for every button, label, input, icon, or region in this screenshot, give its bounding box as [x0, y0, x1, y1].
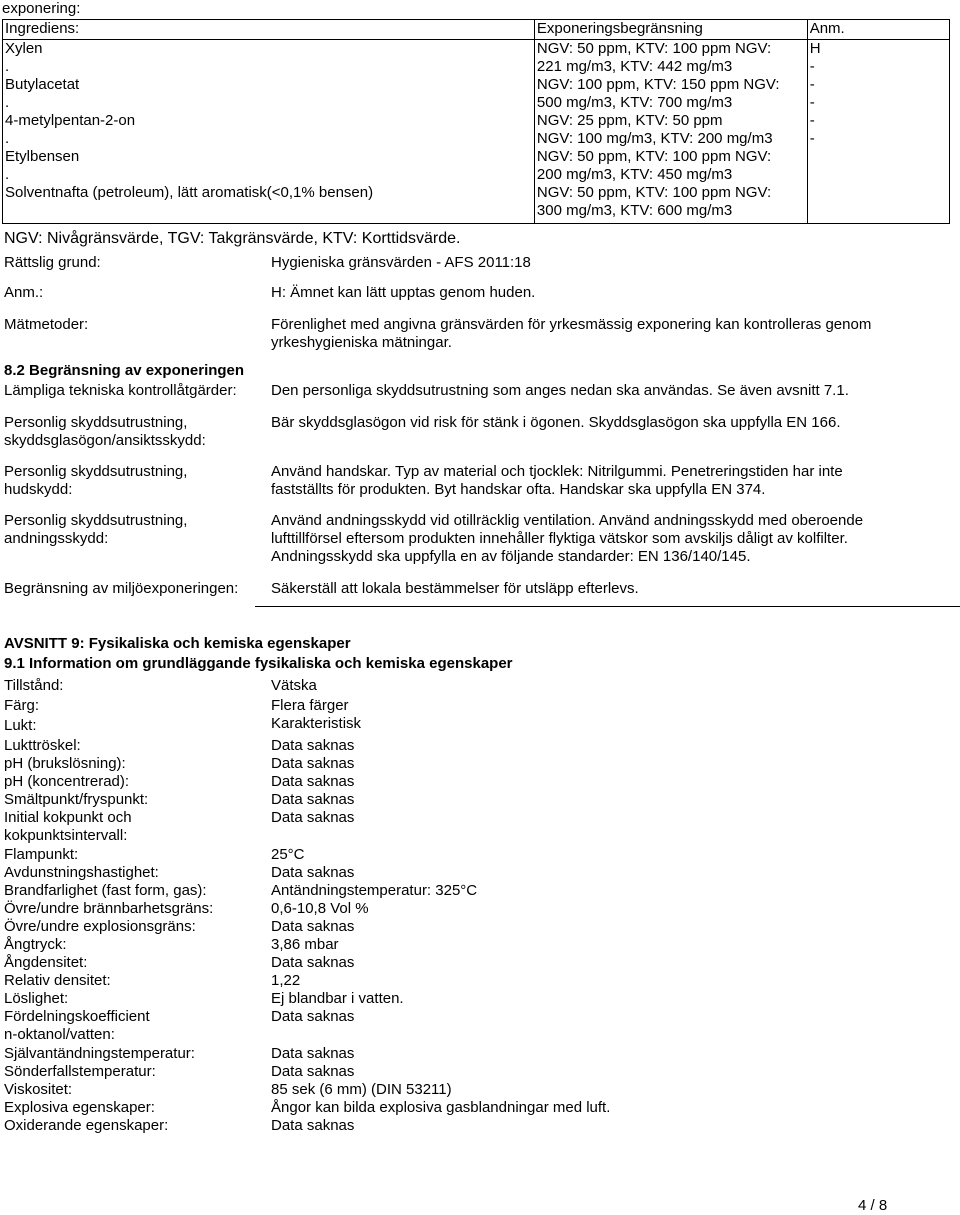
property-label: Flampunkt:: [4, 846, 79, 863]
respiratory-protection-label: Personlig skyddsutrustning,: [4, 512, 188, 529]
property-label: Brandfarlighet (fast form, gas):: [4, 882, 207, 899]
property-label: Fördelningskoefficient: [4, 1008, 150, 1025]
property-value: 85 sek (6 mm) (DIN 53211): [271, 1081, 452, 1098]
intro-text: exponering:: [2, 0, 81, 17]
property-label: Färg:: [4, 697, 40, 714]
limit-line: NGV: 50 ppm, KTV: 100 ppm NGV:: [536, 40, 772, 57]
limit-line: NGV: 50 ppm, KTV: 100 ppm NGV:: [536, 184, 772, 201]
property-label: Initial kokpunkt och: [4, 809, 132, 826]
property-value: 25°C: [271, 846, 305, 863]
ingredient-line: Xylen: [5, 40, 43, 57]
methods-value-line1: Förenlighet med angivna gränsvärden för yrkesmässig exponering kan kontrolleras genom: [271, 316, 872, 333]
property-value: Data saknas: [271, 755, 355, 772]
property-value: Data saknas: [271, 737, 355, 754]
table-header-row: [3, 20, 950, 40]
note-line: -: [809, 76, 815, 93]
property-label: Relativ densitet:: [4, 972, 111, 989]
anm-label: Anm.:: [4, 284, 44, 301]
property-value: Data saknas: [271, 1063, 355, 1080]
property-value: Data saknas: [271, 954, 355, 971]
respiratory-protection-value-3: Andningsskydd ska uppfylla en av följande standarder: EN 136/140/145.: [271, 548, 751, 565]
ingredient-line: .: [5, 130, 10, 147]
property-label: Ångtryck:: [4, 936, 67, 953]
ingredient-line: Solventnafta (petroleum), lätt aromatisk(<0,1% bensen): [5, 184, 374, 201]
skin-protection-label-2: hudskydd:: [4, 481, 73, 498]
property-value: Data saknas: [271, 918, 355, 935]
section-9-heading: AVSNITT 9: Fysikaliska och kemiska egenskaper: [4, 635, 351, 652]
property-label: pH (koncentrerad):: [4, 773, 130, 790]
property-value: Ångor kan bilda explosiva gasblandningar med luft.: [271, 1099, 611, 1116]
property-value: Ej blandbar i vatten.: [271, 990, 404, 1007]
ingredient-line: .: [5, 58, 10, 75]
limit-line: 200 mg/m3, KTV: 450 mg/m3: [536, 166, 733, 183]
note-line: -: [809, 94, 815, 111]
respiratory-protection-value-2: lufttillförsel eftersom produkten innehåller flyktiga vätskor som avskiljs dåligt av kolfilter.: [271, 530, 848, 547]
technical-value: Den personliga skyddsutrustning som anges nedan ska användas. Se även avsnitt 7.1.: [271, 382, 849, 399]
property-label: Smältpunkt/fryspunkt:: [4, 791, 149, 808]
note-line: -: [809, 58, 815, 75]
property-label: Övre/undre brännbarhetsgräns:: [4, 900, 214, 917]
legal-label: Rättslig grund:: [4, 254, 101, 271]
environment-label: Begränsning av miljöexponeringen:: [4, 580, 239, 597]
technical-label: Lämpliga tekniska kontrollåtgärder:: [4, 382, 237, 399]
section-8-2-heading: 8.2 Begränsning av exponeringen: [4, 362, 245, 379]
property-value: Data saknas: [271, 773, 355, 790]
property-label: Viskositet:: [4, 1081, 73, 1098]
limit-line: NGV: 25 ppm, KTV: 50 ppm: [536, 112, 723, 129]
limit-line: 300 mg/m3, KTV: 600 mg/m3: [536, 202, 733, 219]
note-cell: [807, 40, 949, 224]
property-value: Vätska: [271, 677, 317, 694]
note-line: H: [809, 40, 821, 57]
property-value: Data saknas: [271, 809, 355, 826]
property-value: 1,22: [271, 972, 301, 989]
property-label-continued: kokpunktsintervall:: [4, 827, 128, 844]
note-line: -: [809, 130, 815, 147]
limit-line: NGV: 50 ppm, KTV: 100 ppm NGV:: [536, 148, 772, 165]
ingredient-line: .: [5, 94, 10, 111]
property-label: Sönderfallstemperatur:: [4, 1063, 156, 1080]
property-value: Karakteristisk: [271, 715, 362, 732]
respiratory-protection-label-2: andningsskydd:: [4, 530, 109, 547]
eye-protection-label: Personlig skyddsutrustning,: [4, 414, 188, 431]
property-label: Avdunstningshastighet:: [4, 864, 159, 881]
property-value: Flera färger: [271, 697, 349, 714]
environment-value: Säkerställ att lokala bestämmelser för utsläpp efterlevs.: [271, 580, 639, 597]
ingredient-cell: [3, 40, 535, 224]
definitions-text: NGV: Nivågränsvärde, TGV: Takgränsvärde, KTV: Korttidsvärde.: [4, 230, 461, 247]
anm-value: H: Ämnet kan lätt upptas genom huden.: [271, 284, 536, 301]
property-value: 3,86 mbar: [271, 936, 339, 953]
ingredient-line: 4-metylpentan-2-on: [5, 112, 136, 129]
limit-cell: [534, 40, 807, 224]
note-line: -: [809, 112, 815, 129]
section-divider: [255, 606, 960, 607]
property-label-continued: n-oktanol/vatten:: [4, 1026, 115, 1043]
property-value: Antändningstemperatur: 325°C: [271, 882, 478, 899]
limit-line: 221 mg/m3, KTV: 442 mg/m3: [536, 58, 733, 75]
ingredient-line: Etylbensen: [5, 148, 80, 165]
eye-protection-label-2: skyddsglasögon/ansiktsskydd:: [4, 432, 206, 449]
property-label: Självantändningstemperatur:: [4, 1045, 195, 1062]
methods-value-line2: yrkeshygieniska mätningar.: [271, 334, 452, 351]
property-value: Data saknas: [271, 791, 355, 808]
skin-protection-value-2: fastställts för produkten. Byt handskar ofta. Handskar ska uppfylla EN 374.: [271, 481, 766, 498]
property-value: Data saknas: [271, 1117, 355, 1134]
property-label: Lukttröskel:: [4, 737, 81, 754]
methods-label: Mätmetoder:: [4, 316, 89, 333]
limit-line: 500 mg/m3, KTV: 700 mg/m3: [536, 94, 733, 111]
limit-line: NGV: 100 mg/m3, KTV: 200 mg/m3: [536, 130, 773, 147]
property-label: Övre/undre explosionsgräns:: [4, 918, 196, 935]
respiratory-protection-value-1: Använd andningsskydd vid otillräcklig ventilation. Använd andningsskydd med oberoende: [271, 512, 864, 529]
exposure-table: [2, 19, 950, 224]
header-ingredient: Ingrediens:: [3, 20, 535, 40]
property-label: Lukt:: [4, 717, 37, 734]
table-body-row: [3, 40, 950, 224]
ingredient-line: .: [5, 166, 10, 183]
property-label: Ångdensitet:: [4, 954, 88, 971]
property-value: 0,6-10,8 Vol %: [271, 900, 369, 917]
legal-value: Hygieniska gränsvärden - AFS 2011:18: [271, 254, 531, 271]
skin-protection-value-1: Använd handskar. Typ av material och tjocklek: Nitrilgummi. Penetreringstiden har inte: [271, 463, 843, 480]
eye-protection-value: Bär skyddsglasögon vid risk för stänk i ögonen. Skyddsglasögon ska uppfylla EN 166.: [271, 414, 841, 431]
ingredient-line: Butylacetat: [5, 76, 80, 93]
property-label: Oxiderande egenskaper:: [4, 1117, 169, 1134]
property-value: Data saknas: [271, 1045, 355, 1062]
header-note: Anm.: [807, 20, 949, 40]
property-label: Tillstånd:: [4, 677, 64, 694]
page-number: 4 / 8: [858, 1197, 888, 1214]
property-label: Löslighet:: [4, 990, 69, 1007]
property-label: Explosiva egenskaper:: [4, 1099, 155, 1116]
property-value: Data saknas: [271, 864, 355, 881]
header-limit: Exponeringsbegränsning: [534, 20, 807, 40]
property-value: Data saknas: [271, 1008, 355, 1025]
property-label: pH (brukslösning):: [4, 755, 126, 772]
skin-protection-label: Personlig skyddsutrustning,: [4, 463, 188, 480]
section-9-1-heading: 9.1 Information om grundläggande fysikaliska och kemiska egenskaper: [4, 655, 513, 672]
limit-line: NGV: 100 ppm, KTV: 150 ppm NGV:: [536, 76, 780, 93]
